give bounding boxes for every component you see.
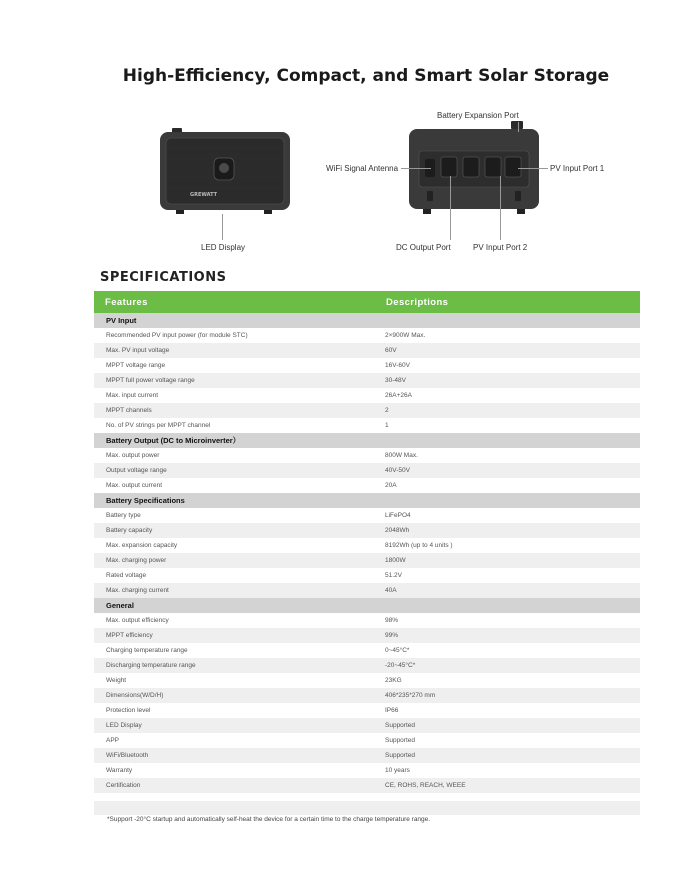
table-row [94, 763, 640, 778]
feature-cell: Charging temperature range [94, 643, 373, 658]
section-title: Battery Output (DC to Microinverter） [94, 433, 640, 448]
feature-cell: MPPT full power voltage range [94, 373, 373, 388]
section-row [94, 313, 640, 328]
table-row [94, 643, 640, 658]
table-row [94, 463, 640, 478]
page-title: High-Efficiency, Compact, and Smart Solar Storage [122, 66, 610, 86]
feature-cell: Recommended PV input power (for module STC) [94, 328, 373, 343]
table-row-blank [94, 801, 640, 815]
table-row [94, 373, 640, 388]
feature-cell: Discharging temperature range [94, 658, 373, 673]
brand-logo: GREWATT [190, 192, 218, 198]
callout-battery-expansion-port: Battery Expansion Port [437, 111, 519, 120]
value-cell: 1800W [373, 553, 640, 568]
specifications-table [94, 291, 640, 815]
table-row [94, 568, 640, 583]
expansion-port-shape [511, 121, 523, 129]
value-cell: 23KG [373, 673, 640, 688]
value-cell: 2×900W Max. [373, 328, 640, 343]
table-row [94, 703, 640, 718]
leader-line [401, 168, 431, 169]
value-cell: 30-48V [373, 373, 640, 388]
feature-cell: WiFi/Bluetooth [94, 748, 373, 763]
value-cell: 99% [373, 628, 640, 643]
section-row [94, 598, 640, 613]
table-row [94, 403, 640, 418]
value-cell: 8192Wh (up to 4 units ) [373, 538, 640, 553]
feature-cell: Max. output efficiency [94, 613, 373, 628]
table-row [94, 718, 640, 733]
value-cell: Supported [373, 748, 640, 763]
header-features: Features [94, 291, 373, 313]
footnote: *Support -20°C startup and automatically self-heat the device for a certain time to the charge temperature range. [107, 816, 431, 823]
feature-cell: Max. charging power [94, 553, 373, 568]
leader-line [518, 168, 548, 169]
leader-line [450, 176, 451, 240]
table-row [94, 523, 640, 538]
table-row [94, 538, 640, 553]
table-row [94, 658, 640, 673]
section-row [94, 493, 640, 508]
table-header-row [94, 291, 640, 313]
table-row [94, 448, 640, 463]
value-cell: 40V-50V [373, 463, 640, 478]
value-cell: 51.2V [373, 568, 640, 583]
leader-line [500, 176, 501, 240]
value-cell: 800W Max. [373, 448, 640, 463]
feature-cell: Max. PV input voltage [94, 343, 373, 358]
table-row [94, 613, 640, 628]
table-row [94, 748, 640, 763]
specifications-heading: SPECIFICATIONS [100, 270, 227, 285]
feature-cell: Battery capacity [94, 523, 373, 538]
table-row [94, 328, 640, 343]
callout-pv-input-port-1: PV Input Port 1 [550, 164, 605, 173]
table-row [94, 388, 640, 403]
value-cell: 406*235*270 mm [373, 688, 640, 703]
leader-line [222, 214, 223, 240]
feature-cell: APP [94, 733, 373, 748]
feature-cell: Battery type [94, 508, 373, 523]
table-row [94, 358, 640, 373]
value-cell: 26A+26A [373, 388, 640, 403]
value-cell: CE, ROHS, REACH, WEEE [373, 778, 640, 793]
value-cell: LiFePO4 [373, 508, 640, 523]
leader-line [518, 122, 519, 132]
table-row [94, 553, 640, 568]
value-cell: IP66 [373, 703, 640, 718]
table-row [94, 673, 640, 688]
callout-pv-input-port-2: PV Input Port 2 [473, 243, 528, 252]
table-row [94, 778, 640, 793]
header-descriptions: Descriptions [373, 291, 640, 313]
value-cell: -20~45°C* [373, 658, 640, 673]
callout-wifi-antenna: WiFi Signal Antenna [326, 164, 399, 173]
feature-cell: Certification [94, 778, 373, 793]
value-cell: Supported [373, 733, 640, 748]
product-front-image [160, 128, 290, 214]
table-row [94, 418, 640, 433]
section-title: General [94, 598, 640, 613]
table-row [94, 688, 640, 703]
value-cell: 98% [373, 613, 640, 628]
section-row [94, 433, 640, 448]
table-row [94, 733, 640, 748]
value-cell: 40A [373, 583, 640, 598]
feature-cell: Warranty [94, 763, 373, 778]
feature-cell: Max. expansion capacity [94, 538, 373, 553]
value-cell: 60V [373, 343, 640, 358]
value-cell: 20A [373, 478, 640, 493]
feature-cell: Max. output current [94, 478, 373, 493]
table-row [94, 583, 640, 598]
value-cell: 2048Wh [373, 523, 640, 538]
value-cell: 0~45°C* [373, 643, 640, 658]
callout-dc-output-port: DC Output Port [396, 243, 451, 252]
table-row [94, 628, 640, 643]
table-row [94, 478, 640, 493]
table-row [94, 343, 640, 358]
feature-cell: Max. input current [94, 388, 373, 403]
table-row-spacer [94, 793, 640, 801]
feature-cell: No. of PV strings per MPPT channel [94, 418, 373, 433]
callout-led-display: LED Display [201, 243, 246, 252]
feature-cell: Output voltage range [94, 463, 373, 478]
feature-cell: MPPT channels [94, 403, 373, 418]
feature-cell: LED Display [94, 718, 373, 733]
value-cell: 1 [373, 418, 640, 433]
feature-cell: Rated voltage [94, 568, 373, 583]
feature-cell: MPPT efficiency [94, 628, 373, 643]
feature-cell: Weight [94, 673, 373, 688]
value-cell: 10 years [373, 763, 640, 778]
table-row [94, 508, 640, 523]
feature-cell: Max. output power [94, 448, 373, 463]
section-title: PV Input [94, 313, 640, 328]
section-title: Battery Specifications [94, 493, 640, 508]
value-cell: 16V-60V [373, 358, 640, 373]
feature-cell: Max. charging current [94, 583, 373, 598]
feature-cell: MPPT voltage range [94, 358, 373, 373]
feature-cell: Dimensions(W/D/H) [94, 688, 373, 703]
value-cell: 2 [373, 403, 640, 418]
feature-cell: Protection level [94, 703, 373, 718]
value-cell: Supported [373, 718, 640, 733]
